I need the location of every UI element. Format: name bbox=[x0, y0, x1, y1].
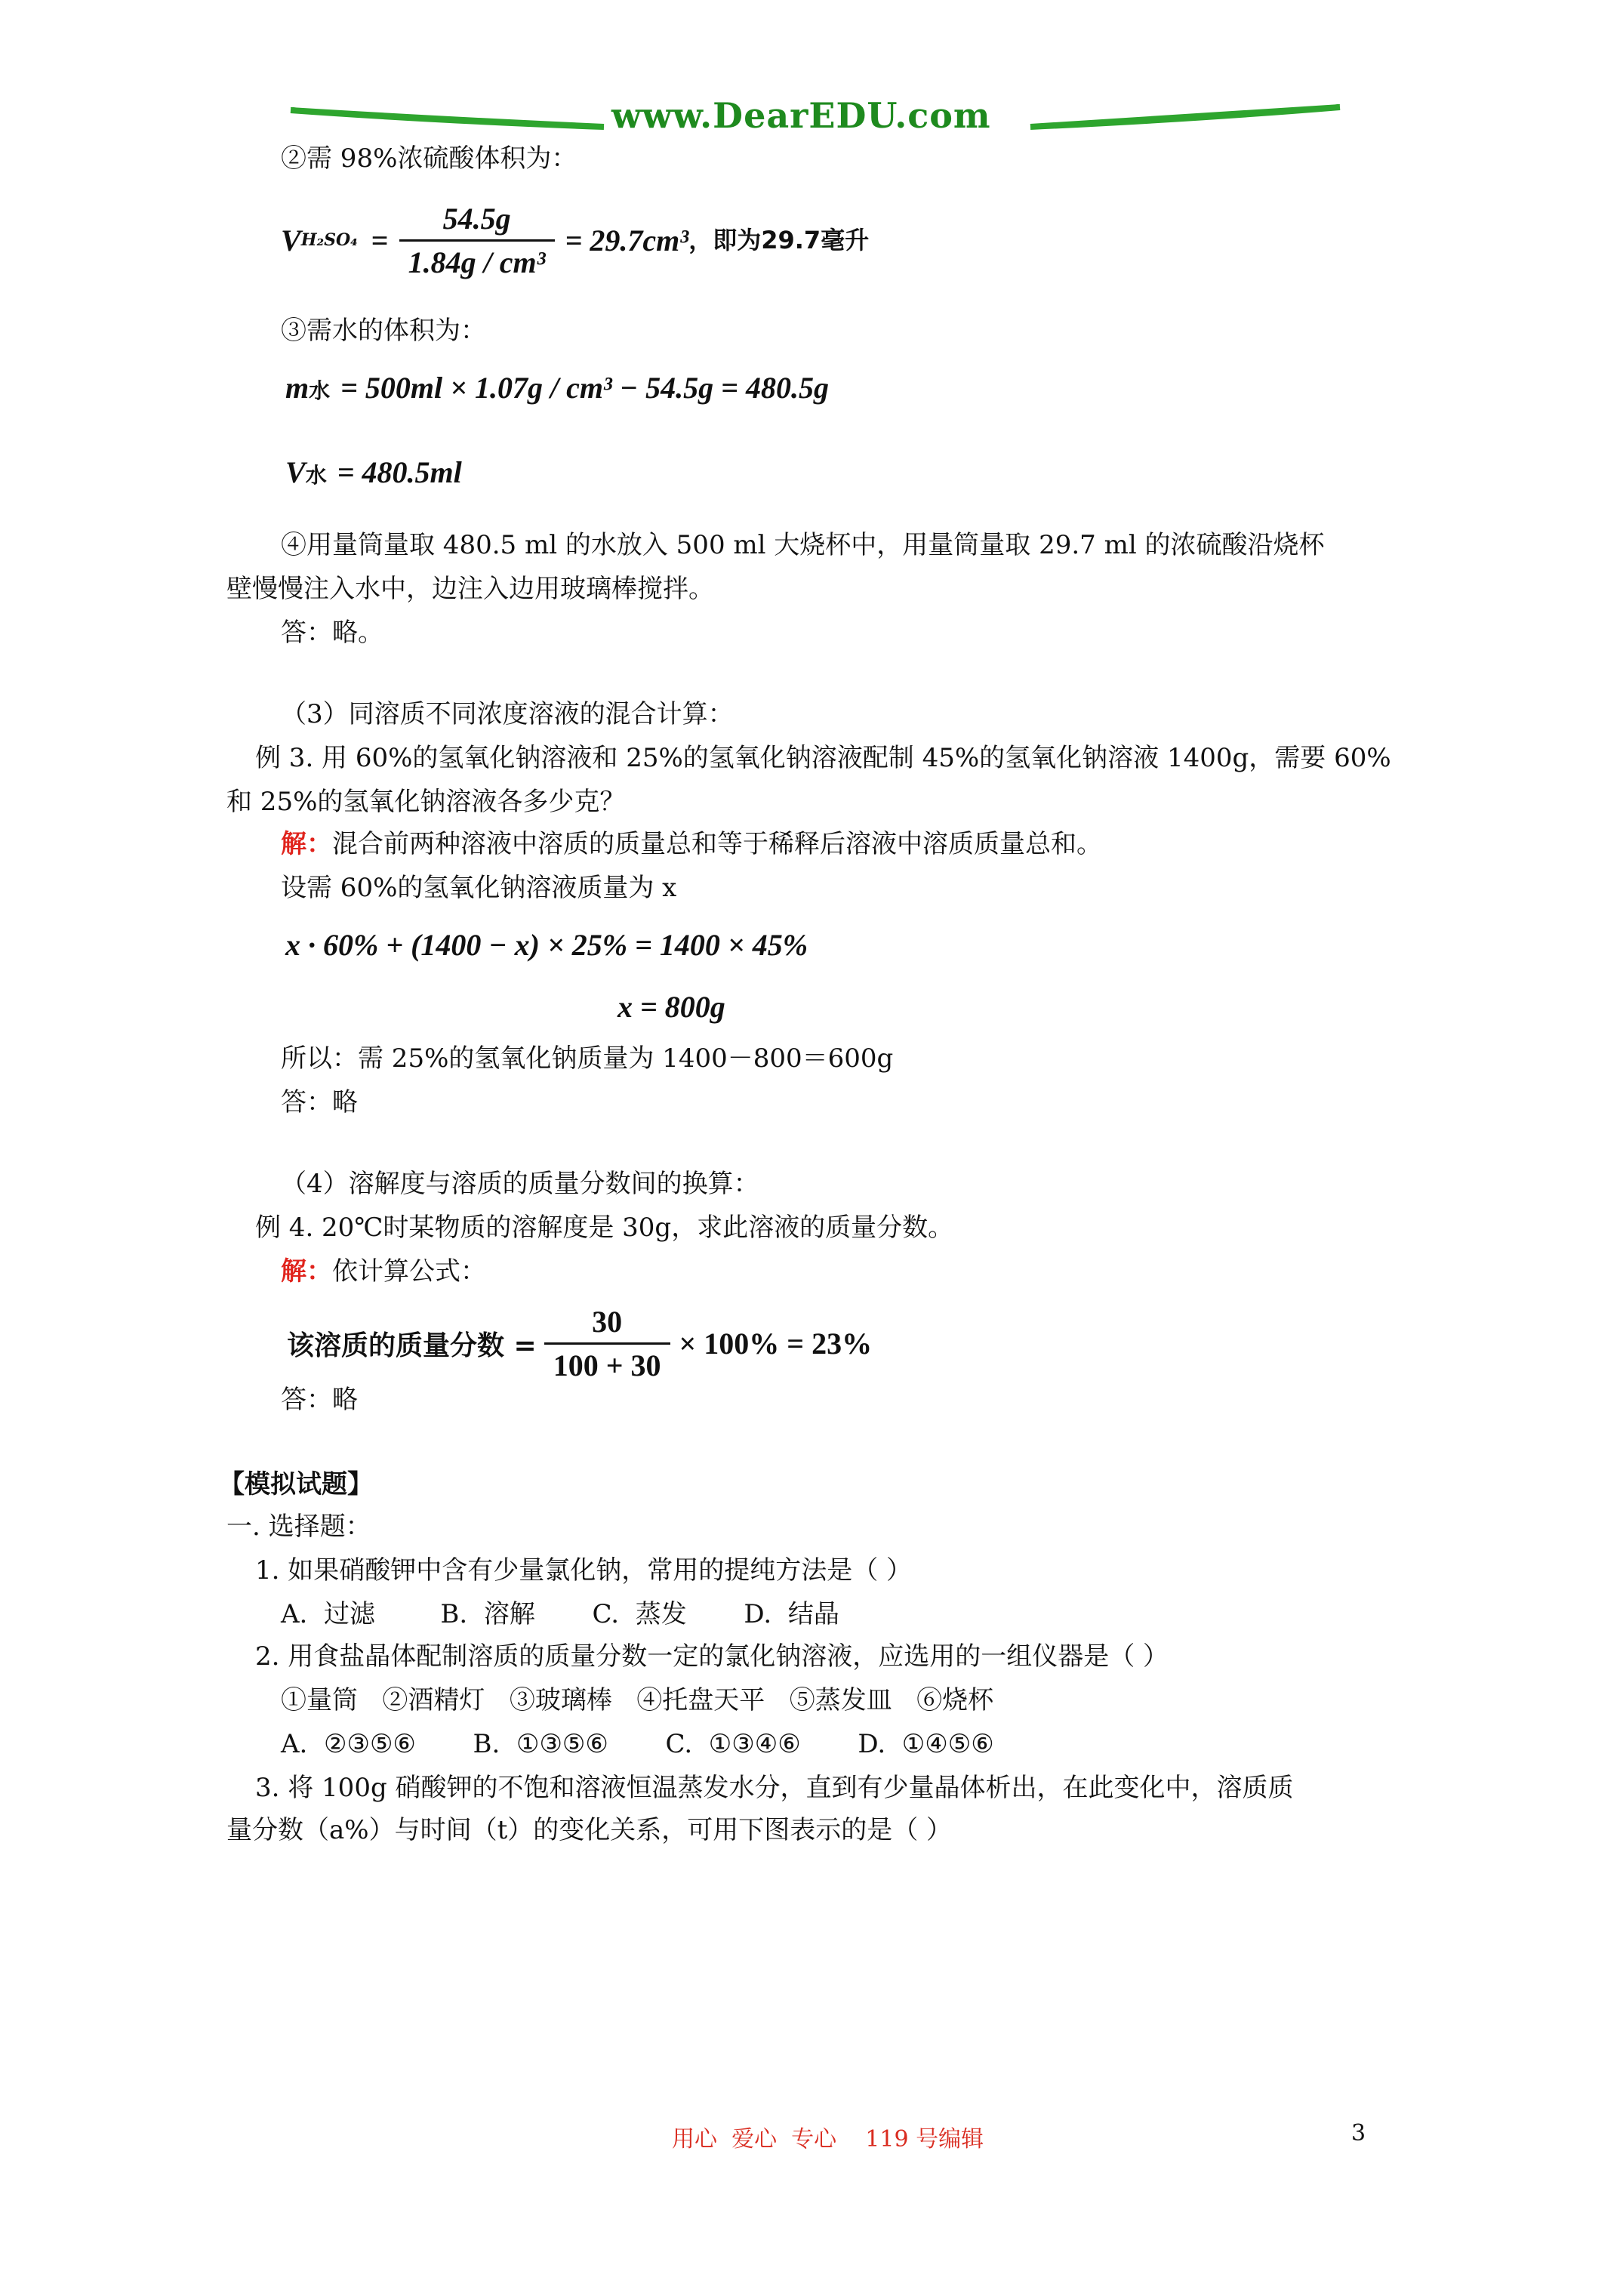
eq2-rhs: = 500ml × 1.07g / cm³ − 54.5g = 480.5g bbox=[340, 371, 829, 405]
section-a-answer: 答：略。 bbox=[281, 618, 383, 648]
eq6-denominator: 100 + 30 bbox=[553, 1348, 661, 1382]
eq3-rhs: = 480.5ml bbox=[337, 455, 462, 489]
left-swoosh bbox=[291, 110, 604, 127]
eq1-numerator: 54.5g bbox=[399, 201, 555, 242]
eq6-rhs: × 100% = 23% bbox=[679, 1326, 873, 1361]
example3-line1: 例 3. 用 60%的氢氧化钠溶液和 25%的氢氧化钠溶液配制 45%的氢氧化钠溶液 1400g，需要 60% bbox=[255, 743, 1391, 773]
solve-text-c: 依计算公式： bbox=[332, 1256, 486, 1287]
eq1-fraction bbox=[399, 201, 555, 280]
question-3-line2: 量分数（a%）与时间（t）的变化关系，可用下图表示的是（ ） bbox=[226, 1815, 953, 1845]
mock-test-heading: 【模拟试题】 bbox=[219, 1469, 373, 1499]
question-2-items: ①量筒 ②酒精灯 ③玻璃棒 ④托盘天平 ⑤蒸发皿 ⑥烧杯 bbox=[281, 1685, 994, 1715]
equation-mix: x · 60% + (1400 − x) × 25% = 1400 × 45% bbox=[285, 928, 808, 962]
solve-label-c: 解： bbox=[281, 1256, 332, 1287]
equation-volume-h2so4 bbox=[281, 195, 869, 285]
step3-text: ③需水的体积为： bbox=[281, 316, 486, 346]
eq2-lhs: m bbox=[285, 371, 310, 405]
footer-editor-note: 用心 爱心 专心 119 号编辑 bbox=[672, 2126, 984, 2153]
eq1-note: ，即为29.7毫升 bbox=[688, 226, 870, 254]
header-logo-text: www.DearEDU.com bbox=[611, 95, 991, 136]
solve-line-c bbox=[281, 1250, 486, 1293]
equation-mass-fraction bbox=[287, 1294, 872, 1392]
section-b-answer: 答：略 bbox=[281, 1087, 358, 1117]
eq3-lhs-sub: 水 bbox=[305, 463, 327, 488]
step2-text: ②需 98%浓硫酸体积为： bbox=[281, 143, 577, 174]
section-b-heading: （3）同溶质不同浓度溶液的混合计算： bbox=[281, 699, 734, 729]
equation-water-volume bbox=[285, 455, 462, 490]
eq1-lhs-sub: H₂SO₄ bbox=[300, 230, 358, 250]
eq6-fraction bbox=[544, 1304, 670, 1383]
page-number: 3 bbox=[1351, 2120, 1366, 2147]
step4-line2: 壁慢慢注入水中，边注入边用玻璃棒搅拌。 bbox=[226, 574, 714, 604]
solve-line-b bbox=[281, 823, 1102, 865]
so-line: 所以：需 25%的氢氧化钠质量为 1400－800＝600g bbox=[281, 1043, 894, 1074]
solve-text-b: 混合前两种溶液中溶质的质量总和等于稀释后溶液中溶质质量总和。 bbox=[332, 829, 1102, 859]
example4-line: 例 4. 20℃时某物质的溶解度是 30g，求此溶液的质量分数。 bbox=[255, 1213, 954, 1243]
choice-section-label: 一. 选择题： bbox=[226, 1512, 371, 1542]
question-2-options: A. ②③⑤⑥ B. ①③⑤⑥ C. ①③④⑥ D. ①④⑤⑥ bbox=[281, 1729, 994, 1759]
equation-water-mass bbox=[285, 370, 829, 405]
question-1-options: A. 过滤 B. 溶解 C. 蒸发 D. 结晶 bbox=[281, 1599, 839, 1629]
eq1-equals: = bbox=[371, 223, 389, 257]
section-c-heading: （4）溶解度与溶质的质量分数间的换算： bbox=[281, 1169, 759, 1199]
eq6-numerator: 30 bbox=[544, 1304, 670, 1345]
set-variable-line: 设需 60%的氢氧化钠溶液质量为 x bbox=[281, 873, 677, 903]
eq3-lhs: V bbox=[285, 455, 306, 489]
eq6-lhs: 该溶质的质量分数 = bbox=[287, 1330, 537, 1361]
solve-label-b: 解： bbox=[281, 829, 332, 859]
eq1-rhs: = 29.7cm³ bbox=[565, 223, 689, 257]
section-c-answer: 答：略 bbox=[281, 1385, 358, 1415]
step4-line1: ④用量筒量取 480.5 ml 的水放入 500 ml 大烧杯中，用量筒量取 29.7 ml 的浓硫酸沿烧杯 bbox=[281, 530, 1325, 560]
question-2: 2. 用食盐晶体配制溶质的质量分数一定的氯化钠溶液，应选用的一组仪器是（ ） bbox=[255, 1641, 1169, 1672]
right-swoosh bbox=[1030, 107, 1340, 127]
question-3-line1: 3. 将 100g 硝酸钾的不饱和溶液恒温蒸发水分，直到有少量晶体析出，在此变化中，溶质质 bbox=[255, 1773, 1294, 1803]
eq1-lhs: V bbox=[281, 223, 301, 257]
example3-line2: 和 25%的氢氧化钠溶液各多少克？ bbox=[226, 787, 626, 817]
question-1: 1. 如果硝酸钾中含有少量氯化钠，常用的提纯方法是（ ） bbox=[255, 1555, 913, 1586]
eq1-denominator: 1.84g / cm³ bbox=[408, 245, 546, 279]
eq2-lhs-sub: 水 bbox=[309, 378, 331, 403]
equation-x-result: x = 800g bbox=[617, 990, 725, 1024]
